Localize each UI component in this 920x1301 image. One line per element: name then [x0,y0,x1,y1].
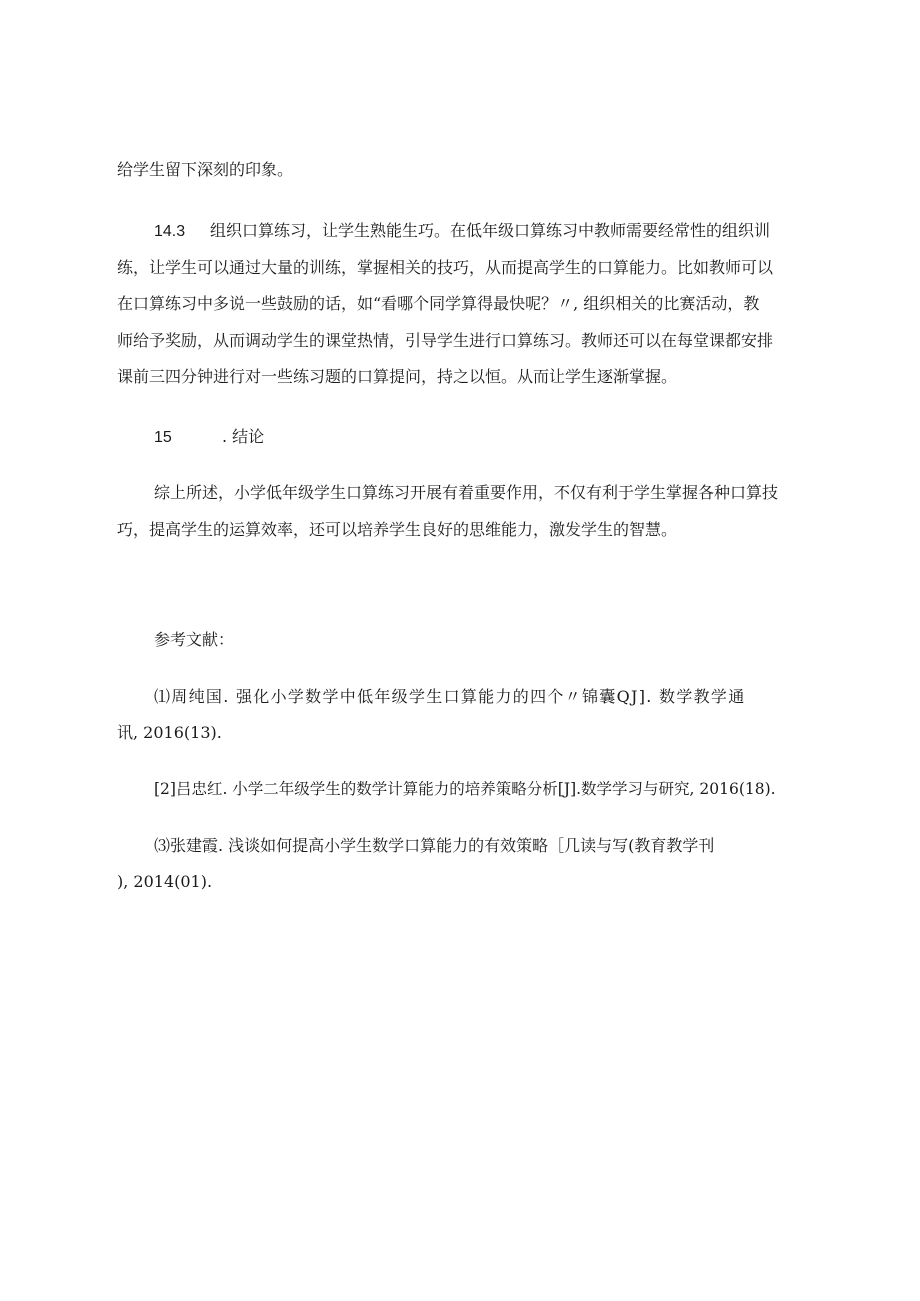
continuation-line: 给学生留下深刻的印象。 [117,160,294,179]
reference-item-1-cont: 讯, 2016(13). [117,723,222,742]
paragraph-line: 组织口算练习，让学生熟能生巧。在低年级口算练习中教师需要经常性的组织训 [210,221,771,240]
reference-item-3: ⑶张建霞. 浅谈如何提高小学生数学口算能力的有效策略［几读与写(教育教学刊 [154,836,715,855]
paragraph-line: 综上所述，小学低年级学生口算练习开展有着重要作用，不仅有利于学生掌握各种口算技 [154,483,779,502]
section-number: 15 [154,429,172,446]
section-title: . 结论 [222,427,265,446]
reference-item-3-cont: ), 2014(01). [117,872,213,891]
paragraph-line: 课前三四分钟进行对一些练习题的口算提问，持之以恒。从而让学生逐渐掌握。 [117,367,678,386]
section-14-3-first-line [154,221,854,242]
paragraph-line: 在口算练习中多说一些鼓励的话，如“看哪个同学算得最快呢？〃, 组织相关的比赛活动，教 [117,294,760,313]
section-15-heading [154,427,854,448]
paragraph-line: 练，让学生可以通过大量的训练，掌握相关的技巧，从而提高学生的口算能力。比如教师可以 [117,258,774,277]
paragraph-line: 巧，提高学生的运算效率，还可以培养学生良好的思维能力，激发学生的智慧。 [117,520,678,539]
section-number: 14.3 [154,223,186,240]
paragraph-line: 师给予奖励，从而调动学生的课堂热情，引导学生进行口算练习。教师还可以在每堂课都安排 [117,331,774,350]
reference-item-1: ⑴周纯国. 强化小学数学中低年级学生口算能力的四个〃锦囊QJ]. 数学教学通 [154,687,746,706]
reference-item-2: [2]吕忠红. 小学二年级学生的数学计算能力的培养策略分析[J].数学学习与研究, 2016(18). [154,780,776,798]
references-heading: 参考文献： [154,630,235,649]
